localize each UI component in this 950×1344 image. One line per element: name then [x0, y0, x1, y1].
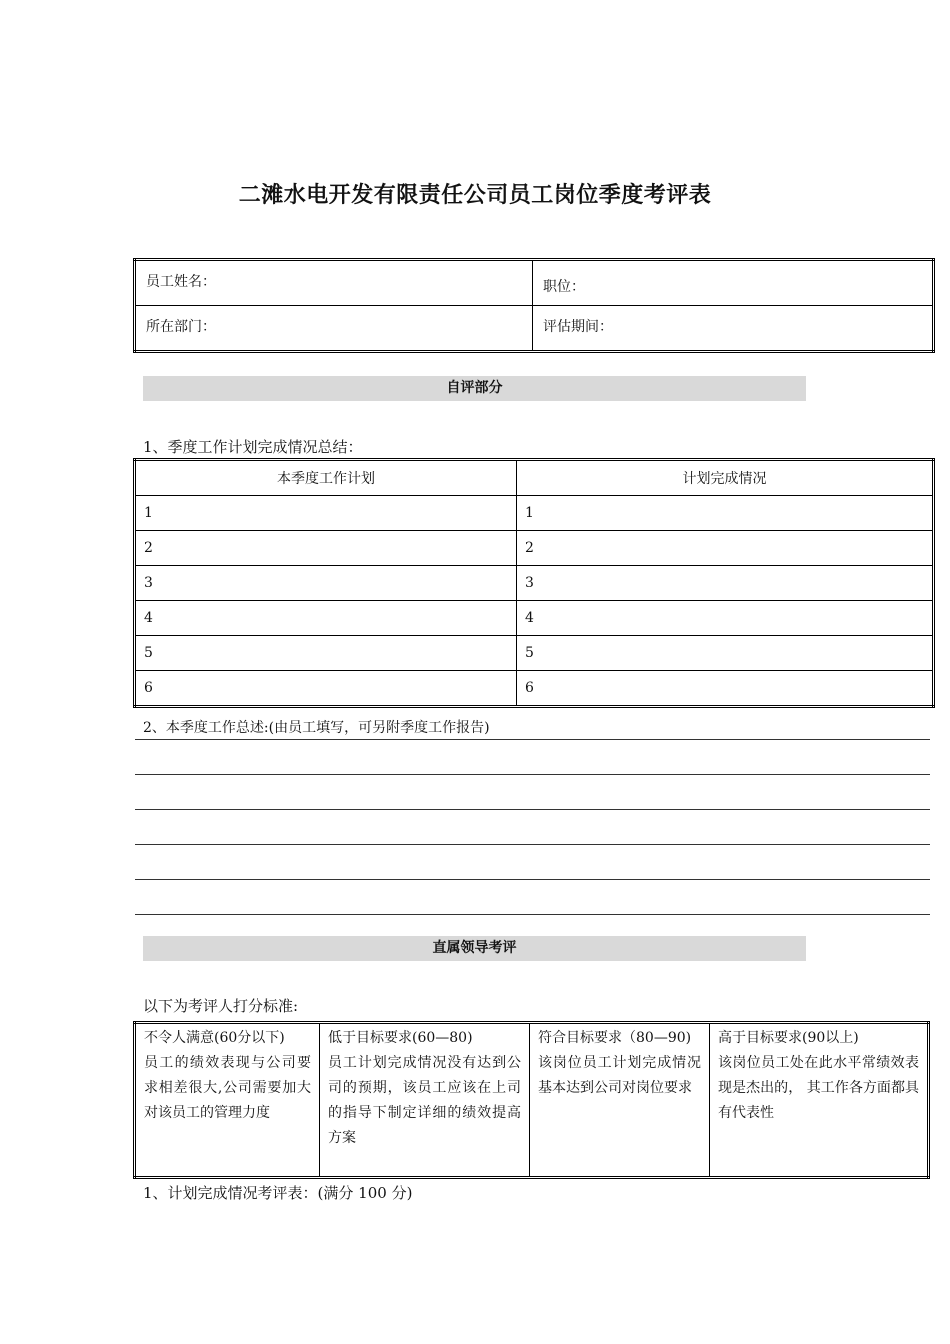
plan-header: 本季度工作计划 — [135, 460, 517, 496]
plan-cell[interactable]: 4 — [135, 601, 517, 636]
completion-cell[interactable]: 5 — [517, 636, 934, 671]
period-cell[interactable] — [533, 306, 934, 352]
department-cell[interactable] — [135, 306, 533, 352]
plan-table — [133, 458, 935, 708]
completion-cell[interactable]: 3 — [517, 566, 934, 601]
criteria-intro: 以下为考评人打分标准: — [143, 997, 299, 1015]
writing-line[interactable] — [135, 739, 930, 740]
table-row — [135, 671, 934, 707]
writing-line[interactable] — [135, 844, 930, 845]
leader-eval-q1: 1、计划完成情况考评表：(满分 100 分) — [143, 1184, 413, 1202]
criteria-cell-unsatisfactory — [135, 1023, 320, 1178]
criteria-body: 员工计划完成情况没有达到公司的预期，该员工应该在上司的指导下制定详细的绩效提高方案 — [328, 1055, 521, 1146]
position-label: 职位： — [543, 279, 585, 295]
completion-cell[interactable]: 2 — [517, 531, 934, 566]
plan-cell[interactable]: 3 — [135, 566, 517, 601]
completion-cell[interactable]: 6 — [517, 671, 934, 707]
writing-line[interactable] — [135, 879, 930, 880]
criteria-heading: 不令人满意(60分以下) — [144, 1030, 285, 1046]
criteria-body: 该岗位员工计划完成情况基本达到公司对岗位要求 — [538, 1055, 701, 1096]
criteria-heading: 低于目标要求(60—80) — [328, 1030, 473, 1046]
writing-line[interactable] — [135, 914, 930, 915]
page-title: 二滩水电开发有限责任公司员工岗位季度考评表 — [238, 183, 712, 208]
position-cell[interactable] — [533, 260, 934, 306]
criteria-heading: 符合目标要求（80—90) — [538, 1030, 692, 1046]
criteria-cell-below — [320, 1023, 530, 1178]
period-label: 评估期间： — [543, 319, 613, 335]
writing-line[interactable] — [135, 809, 930, 810]
completion-header: 计划完成情况 — [517, 460, 934, 496]
self-eval-q2: 2、本季度工作总述:(由员工填写，可另附季度工作报告) — [143, 720, 490, 736]
criteria-body: 该岗位员工处在此水平常绩效表现是杰出的， 其工作各方面都具有代表性 — [718, 1055, 919, 1121]
criteria-cell-above — [710, 1023, 929, 1178]
table-row — [135, 531, 934, 566]
table-row — [135, 496, 934, 531]
writing-line[interactable] — [135, 774, 930, 775]
department-label: 所在部门： — [146, 319, 216, 335]
employee-name-cell[interactable] — [135, 260, 533, 306]
plan-cell[interactable]: 5 — [135, 636, 517, 671]
plan-cell[interactable]: 6 — [135, 671, 517, 707]
plan-cell[interactable]: 2 — [135, 531, 517, 566]
table-row — [135, 601, 934, 636]
employee-name-label: 员工姓名： — [146, 274, 216, 290]
criteria-table — [133, 1021, 930, 1179]
table-row — [135, 566, 934, 601]
table-row — [135, 636, 934, 671]
plan-cell[interactable]: 1 — [135, 496, 517, 531]
employee-info-table — [133, 258, 935, 353]
self-eval-q1: 1、季度工作计划完成情况总结： — [143, 438, 363, 456]
criteria-cell-meets — [530, 1023, 710, 1178]
criteria-body: 员工的绩效表现与公司要求相差很大,公司需要加大对该员工的管理力度 — [144, 1055, 311, 1121]
self-eval-band: 自评部分 — [143, 376, 806, 401]
leader-eval-band: 直属领导考评 — [143, 936, 806, 961]
criteria-heading: 高于目标要求(90以上) — [718, 1030, 859, 1046]
completion-cell[interactable]: 1 — [517, 496, 934, 531]
completion-cell[interactable]: 4 — [517, 601, 934, 636]
